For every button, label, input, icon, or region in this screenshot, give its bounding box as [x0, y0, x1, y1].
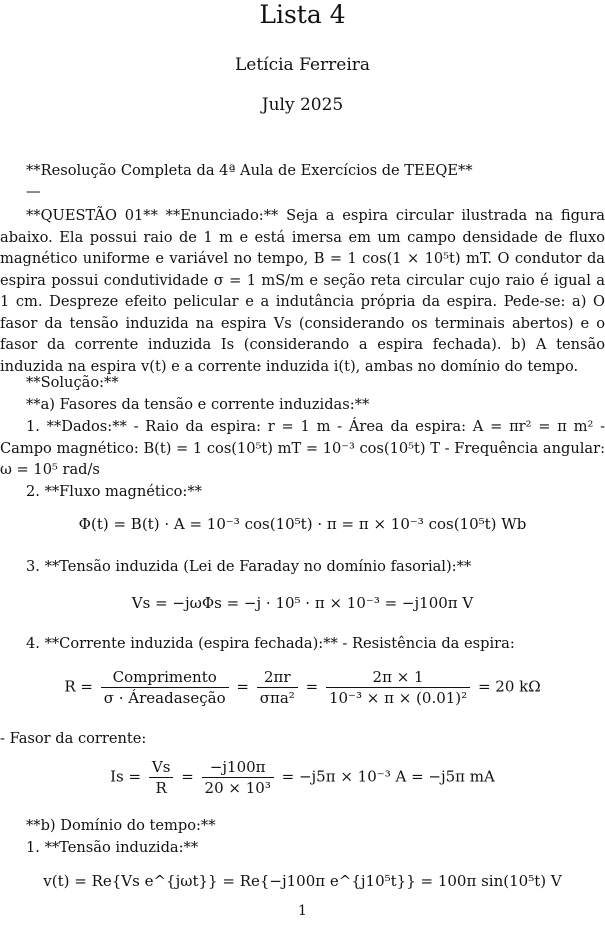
- resistance-fraction-3: [326, 668, 470, 707]
- data-list-item: 1. **Dados:** - Raio da espira: r = 1 m - Área da espira: A = πr² = π m² - Campo magnético: B(t) = 1 cos(10⁵t) mT = 10⁻³ cos(10⁵t) T - Frequência angular: ω = 10⁵ rad/s: [0, 418, 605, 478]
- fraction-numerator: 2πr: [257, 668, 298, 688]
- solution-heading: **Solução:**: [26, 374, 119, 391]
- part-a-heading: **a) Fasores da tensão e corrente induzidas:**: [26, 396, 370, 413]
- fraction-numerator: Vs: [149, 758, 174, 778]
- induced-current-item: 4. **Corrente induzida (espira fechada):** - Resistência da espira:: [26, 635, 515, 652]
- part-b-heading: **b) Domínio do tempo:**: [26, 817, 216, 834]
- voltage-equation: Vs = −jωΦs = −j · 10⁵ · π × 10⁻³ = −j100π V: [131, 594, 474, 612]
- page-number: 1: [298, 903, 307, 919]
- question-1-statement: **QUESTÃO 01** **Enunciado:** Seja a espira circular ilustrada na figura abaixo. Ela possui raio de 1 m e está imersa em um campo densidade de fluxo magnético uniforme e variável no tempo, B = 1 cos(1 × 10⁵t) mT. O condutor da espira possui condutividade σ = 1 mS/m e seção reta circular cujo raio é igual a 1 cm. Despreze efeito pelicular e a indutância própria da espira. Pede-se: a) O fasor da tensão induzida na espira Vs (considerando os terminais abertos) e o fasor da corrente induzida Is (considerando a espira fechada). b) A tensão induzida na espira v(t) e a corrente induzida i(t), ambas no domínio do tempo.: [0, 207, 605, 375]
- fraction-numerator: 2π × 1: [326, 668, 470, 688]
- fraction-numerator: −j100π: [202, 758, 274, 778]
- current-result: = −j5π × 10⁻³ A = −j5π mA: [281, 767, 495, 786]
- current-fraction-1: [149, 758, 174, 797]
- resistance-lhs: R =: [64, 677, 93, 696]
- fraction-denominator: 20 × 10³: [204, 779, 271, 797]
- resistance-fraction-2: [257, 668, 298, 707]
- current-equation: Is = $\frac{Vs}{R}$ = $\frac{-j100\pi}{\text{20 × 10³}}$ = −j5π × 10⁻³ A = −j5π mA: [110, 758, 495, 797]
- resistance-fraction-1: [101, 668, 229, 707]
- document-author: Letícia Ferreira: [234, 55, 371, 75]
- fraction-denominator: 10⁻³ × π × (0.01)²: [328, 689, 468, 707]
- document-date: July 2025: [261, 95, 344, 115]
- current-phasor-label: - Fasor da corrente:: [0, 730, 147, 747]
- horizontal-rule: —: [26, 183, 41, 200]
- intro-paragraph: **Resolução Completa da 4ª Aula de Exercícios de TEEQE**: [26, 162, 473, 179]
- current-fraction-2: [202, 758, 274, 797]
- fraction-denominator: σ · Áreadaseção: [103, 689, 226, 707]
- resistance-equation: R = $\frac{\text{Comprimento}}{\text{σ · Áreadaseção}}$ = $\frac{2\pi r}{\text{σπa²}}$ = $\frac{2\pi \times 1}{\text{10⁻³ × π × (0.01)²}}$ = 20 kΩ: [64, 668, 541, 707]
- resistance-result: = 20 kΩ: [477, 677, 541, 696]
- induced-voltage-item: 3. **Tensão induzida (Lei de Faraday no domínio fasorial):**: [26, 558, 472, 575]
- flux-equation: Φ(t) = B(t) · A = 10⁻³ cos(10⁵t) · π = π × 10⁻³ cos(10⁵t) Wb: [78, 515, 527, 533]
- document-title: Lista 4: [259, 0, 346, 29]
- fraction-denominator: σπa²: [259, 689, 295, 707]
- time-voltage-equation: v(t) = Re{Vs e^{jωt}} = Re{−j100π e^{j10⁵t}} = 100π sin(10⁵t) V: [43, 872, 562, 890]
- fraction-denominator: R: [155, 779, 167, 797]
- current-lhs: Is =: [110, 767, 142, 786]
- fraction-numerator: Comprimento: [101, 668, 229, 688]
- flux-item: 2. **Fluxo magnético:**: [26, 483, 202, 500]
- time-voltage-item: 1. **Tensão induzida:**: [26, 839, 199, 856]
